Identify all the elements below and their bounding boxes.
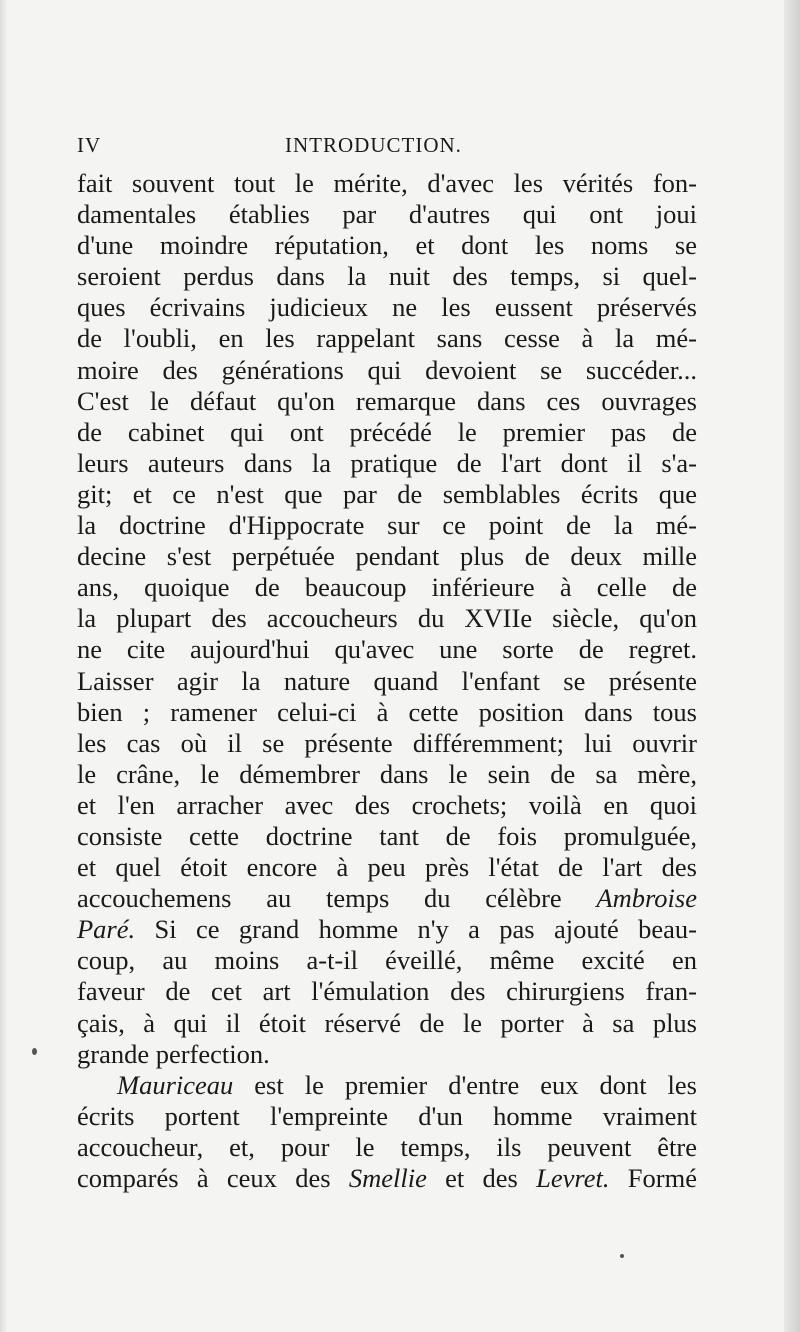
text-run: et des — [426, 1163, 537, 1193]
page-number: IV — [77, 133, 102, 157]
running-title: INTRODUCTION. — [285, 133, 462, 157]
text-line: coup, au moins a-t-il éveillé, même excité en — [77, 945, 697, 976]
text-line — [77, 914, 697, 945]
text-line: consiste cette doctrine tant de fois promulguée, — [77, 820, 697, 851]
paragraph-start-line — [77, 1070, 697, 1101]
text-line: C'est le défaut qu'on remarque dans ces ouvrages — [77, 385, 697, 416]
text-line: de cabinet qui ont précédé le premier pas de — [77, 416, 697, 447]
italic-name: Mauriceau — [117, 1069, 234, 1100]
italic-name: Levret. — [536, 1163, 610, 1193]
italic-name: Smellie — [348, 1163, 427, 1193]
page-right-shadow — [784, 0, 800, 1332]
text-line: ans, quoique de beaucoup inférieure à celle de — [77, 572, 697, 603]
text-line: la doctrine d'Hippocrate sur ce point de la mé- — [77, 510, 697, 541]
text-line: les cas où il se présente différemment; lui ouvrir — [77, 727, 697, 758]
italic-name: Paré. — [77, 914, 136, 945]
text-line: et quel étoit encore à peu près l'état de l'art des — [77, 852, 697, 883]
ink-speck — [32, 1048, 37, 1055]
text-line: la plupart des accoucheurs du XVIIe siècle, qu'on — [77, 603, 697, 634]
text-run: Formé — [609, 1163, 697, 1193]
text-line: moire des générations qui devoient se succéder... — [77, 354, 697, 385]
text-line: fait souvent tout le mérite, d'avec les vérités fon- — [77, 168, 697, 198]
page-left-shadow — [0, 0, 8, 1332]
italic-name: Ambroise — [596, 883, 697, 914]
text-line — [77, 1163, 697, 1194]
text-line: Laisser agir la nature quand l'enfant se présente — [77, 665, 697, 696]
text-line: çais, à qui il étoit réservé de le porter à sa plus — [77, 1007, 697, 1038]
ink-speck — [620, 1254, 624, 1258]
text-line: d'une moindre réputation, et dont les noms se — [77, 230, 697, 261]
text-line: faveur de cet art l'émulation des chirurgiens fran- — [77, 976, 697, 1007]
text-line: ne cite aujourd'hui qu'avec une sorte de regret. — [77, 634, 697, 665]
text-line: seroient perdus dans la nuit des temps, si quel- — [77, 261, 697, 292]
page-header — [77, 133, 697, 163]
text-line: accoucheur, et, pour le temps, ils peuvent être — [77, 1131, 697, 1162]
text-run: est le premier d'entre eux dont les — [233, 1069, 697, 1100]
text-line: leurs auteurs dans la pratique de l'art dont il s'a- — [77, 447, 697, 478]
text-run: comparés à ceux des — [77, 1163, 349, 1193]
text-line: et l'en arracher avec des crochets; voilà en quoi — [77, 789, 697, 820]
text-line: decine s'est perpétuée pendant plus de deux mille — [77, 541, 697, 572]
text-run: accouchemens au temps du célèbre — [77, 883, 597, 914]
text-line: écrits portent l'empreinte d'un homme vraiment — [77, 1100, 697, 1131]
body-text — [77, 168, 697, 1194]
text-line: de l'oubli, en les rappelant sans cesse à la mé- — [77, 323, 697, 354]
text-line: git; et ce n'est que par de semblables écrits que — [77, 478, 697, 509]
text-line: ques écrivains judicieux ne les eussent préservés — [77, 292, 697, 323]
text-line: damentales établies par d'autres qui ont joui — [77, 199, 697, 230]
text-line — [77, 883, 697, 914]
text-line: bien ; ramener celui-ci à cette position dans tous — [77, 696, 697, 727]
text-line: le crâne, le démembrer dans le sein de sa mère, — [77, 758, 697, 789]
paragraph-end-line: grande perfection. — [77, 1038, 270, 1069]
text-run: Si ce grand homme n'y a pas ajouté beau- — [135, 914, 697, 945]
